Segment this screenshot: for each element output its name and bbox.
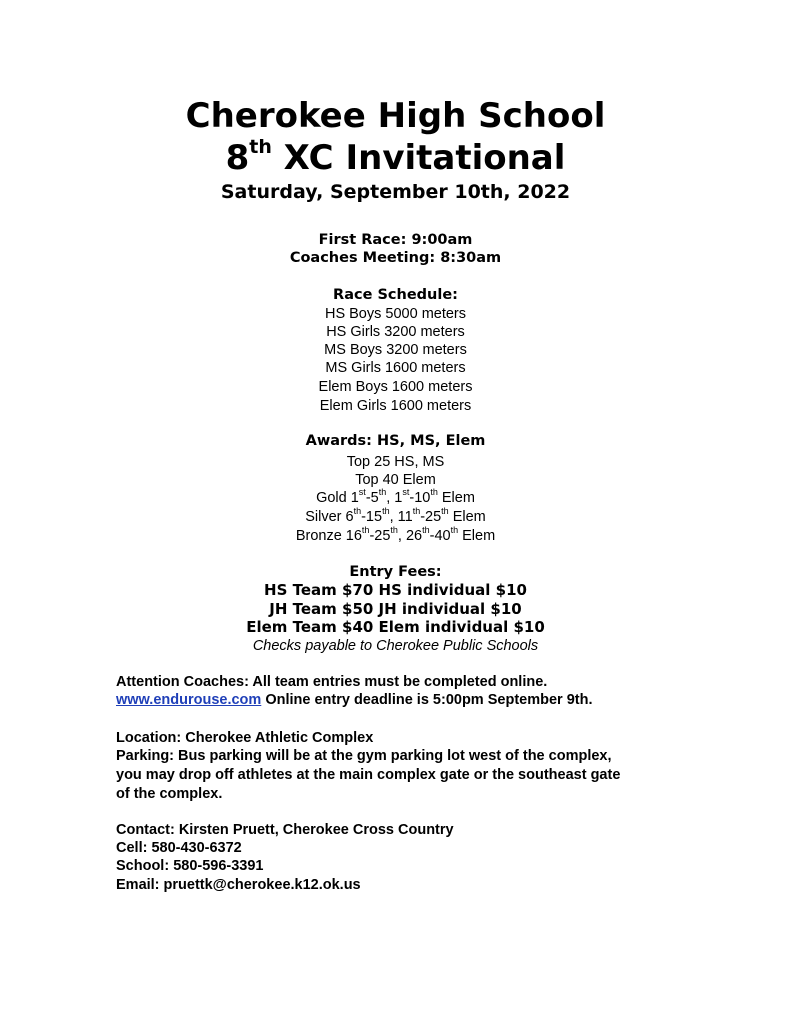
awards-top-elem: Top 40 Elem	[355, 472, 436, 488]
contact-cell: Cell: 580-430-6372	[116, 840, 242, 856]
title-invitational: 8th XC Invitational	[225, 135, 566, 178]
coaches-meeting-time: Coaches Meeting: 8:30am	[289, 250, 502, 266]
online-entry-line: www.endurouse.com Online entry deadline is 5:00pm September 9th.	[116, 692, 593, 708]
schedule-item: Elem Girls 1600 meters	[319, 398, 472, 414]
contact-school: School: 580-596-3391	[116, 858, 264, 874]
contact-name: Contact: Kirsten Pruett, Cherokee Cross Country	[116, 822, 454, 838]
first-race-time: First Race: 9:00am	[318, 232, 473, 248]
checks-payable-note: Checks payable to Cherokee Public Schools	[252, 638, 539, 654]
entry-fees-heading: Entry Fees:	[349, 564, 442, 580]
schedule-item: MS Boys 3200 meters	[324, 342, 467, 358]
race-schedule-heading: Race Schedule:	[333, 287, 458, 303]
schedule-item: HS Boys 5000 meters	[324, 306, 467, 322]
awards-bronze: Bronze 16th-25th, 26th-40th Elem	[295, 525, 496, 544]
awards-top-hs-ms: Top 25 HS, MS	[346, 454, 445, 470]
schedule-item: HS Girls 3200 meters	[326, 324, 465, 340]
fee-line: JH Team $50 JH individual $10	[269, 600, 522, 618]
title-school: Cherokee High School	[185, 96, 606, 136]
parking-line: of the complex.	[116, 786, 223, 802]
parking-line: Parking: Bus parking will be at the gym parking lot west of the complex,	[116, 748, 612, 764]
contact-email: Email: pruettk@cherokee.k12.ok.us	[116, 877, 361, 893]
schedule-item: Elem Boys 1600 meters	[318, 379, 473, 395]
fee-line: HS Team $70 HS individual $10	[264, 581, 527, 599]
fee-line: Elem Team $40 Elem individual $10	[246, 618, 545, 636]
location-line: Location: Cherokee Athletic Complex	[116, 730, 374, 746]
attention-coaches: Attention Coaches: All team entries must be completed online.	[116, 674, 548, 690]
awards-gold: Gold 1st-5th, 1st-10th Elem	[316, 487, 475, 506]
awards-heading: Awards: HS, MS, Elem	[305, 433, 486, 449]
event-date: Saturday, September 10th, 2022	[220, 181, 571, 203]
awards-silver: Silver 6th-15th, 11th-25th Elem	[305, 506, 486, 525]
schedule-item: MS Girls 1600 meters	[325, 360, 466, 376]
parking-line: you may drop off athletes at the main complex gate or the southeast gate	[116, 767, 621, 783]
endurouse-link[interactable]: www.endurouse.com	[116, 692, 262, 708]
